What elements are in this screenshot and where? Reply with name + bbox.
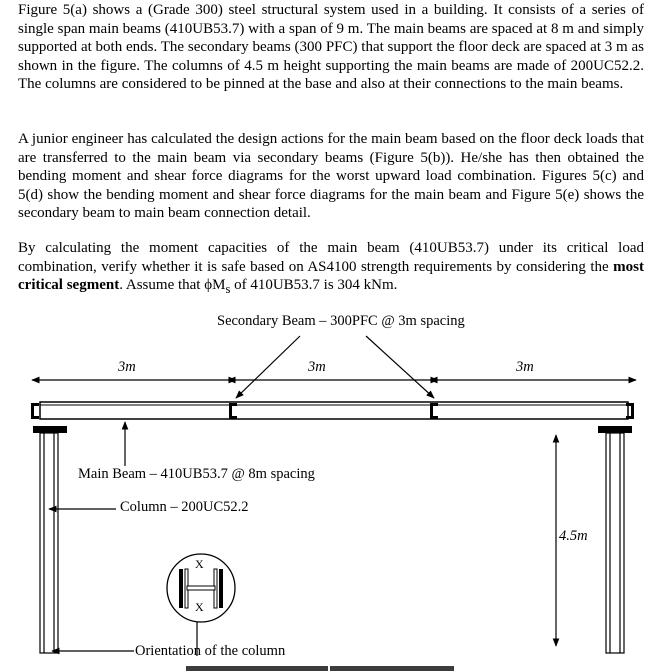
- span-label-1: 3m: [118, 359, 136, 375]
- secondary-beam-pointer-2: [366, 336, 434, 398]
- secondary-beam-section-left: [31, 403, 39, 419]
- axis-x-top: X: [195, 557, 204, 571]
- axis-x-bottom: X: [195, 600, 204, 614]
- column-left: [40, 433, 58, 653]
- p3-text-start: By calculating the moment capacities of the main beam (410UB53.7) under its critical load combination, verify whether it is safe based on AS4100 strength requirements by considering the: [18, 240, 644, 275]
- bearing-plate-right: [598, 426, 632, 433]
- bottom-band-right: [330, 666, 454, 671]
- p3-subscript: s: [225, 282, 231, 296]
- p3-text-end: of 410UB53.7 is 304 kNm.: [230, 277, 398, 293]
- p3-bold-phrase: most critical segment: [18, 258, 644, 293]
- p3-text-mid: . Assume that ϕM: [119, 277, 226, 293]
- secondary-beam-pointer-1: [236, 336, 300, 398]
- orientation-label: Orientation of the column: [135, 643, 286, 659]
- problem-paragraph-1: Figure 5(a) shows a (Grade 300) steel structural system used in a building. It consists of a series of single span main beams (410UB53.7) with a span of 9 m. The main beams are spaced at 8 m and simply supported at both ends. The secondary beams (300 PFC) that support the floor deck are spaced at 3 m as shown in the figure. The columns of 4.5 m height supporting the main beams are made of 200UC52.2. The columns are considered to be pinned at the base and also at their connections to the main beams.: [18, 2, 644, 92]
- problem-paragraph-2: A junior engineer has calculated the design actions for the main beam based on the floor deck loads that are transferred to the main beam via secondary beams (Figure 5(b)). He/she has then obtained the bending moment and shear force diagrams for the worst upward load combination. Figures 5(c) and 5(d) show the bending moment and shear force diagrams for the main beam and Figure 5(e) shows the secondary beam to main beam connection detail.: [18, 131, 644, 221]
- span-label-2: 3m: [308, 359, 326, 375]
- height-label: 4.5m: [559, 528, 588, 544]
- span-label-3: 3m: [516, 359, 534, 375]
- main-beam-label: Main Beam – 410UB53.7 @ 8m spacing: [78, 466, 315, 482]
- column-right: [606, 433, 624, 653]
- bearing-plate-left: [33, 426, 67, 433]
- column-label: Column – 200UC52.2: [120, 499, 249, 515]
- bottom-band-left: [186, 666, 328, 671]
- secondary-beam-label: Secondary Beam – 300PFC @ 3m spacing: [217, 313, 465, 329]
